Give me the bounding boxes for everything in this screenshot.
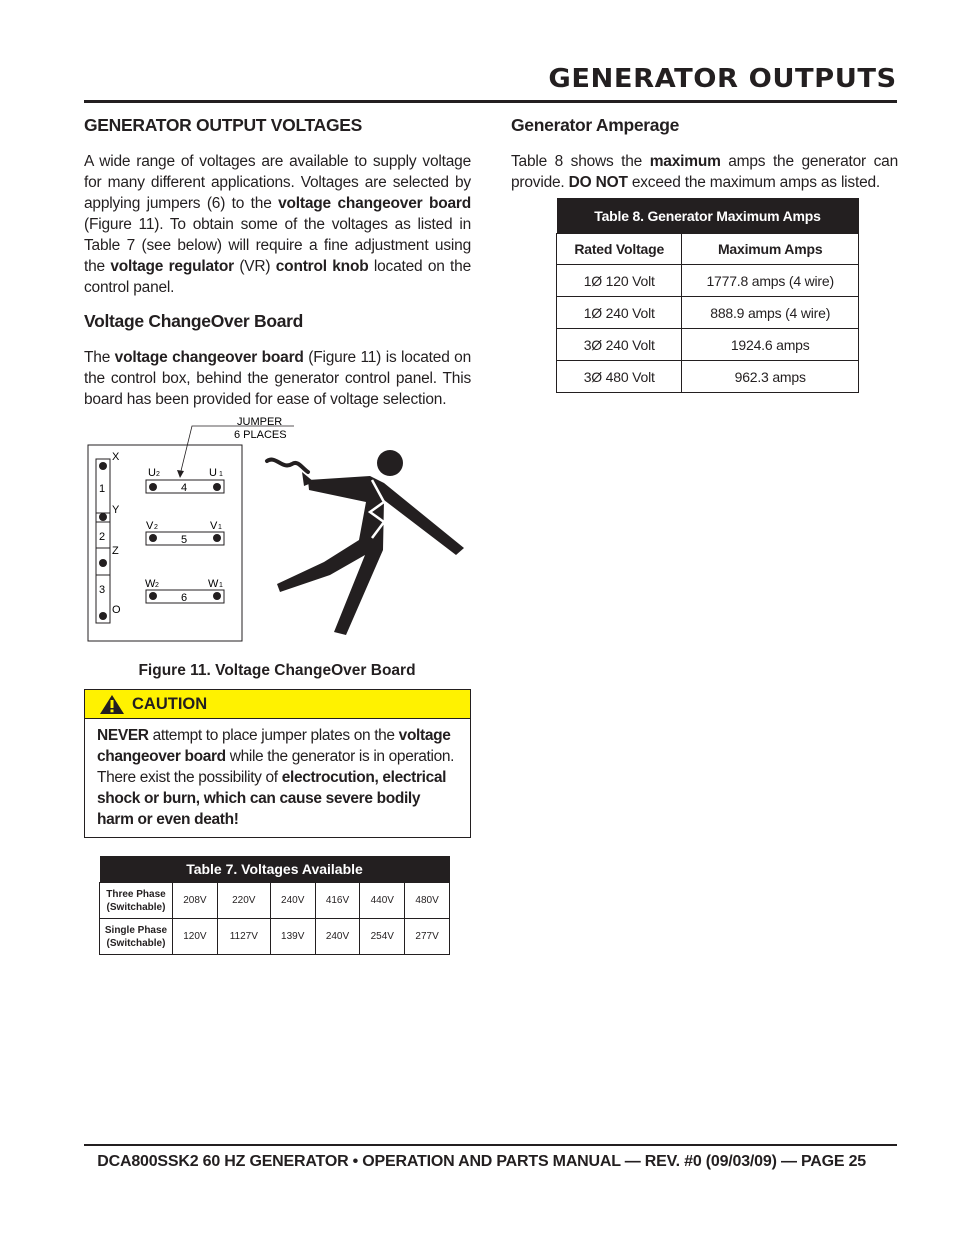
row-label: Single Phase (Switchable) — [100, 919, 173, 955]
footer-rule — [84, 1144, 897, 1146]
voltage-changeover-board-figure — [84, 410, 474, 645]
terminal-label: Z — [112, 545, 119, 557]
terminal-dot — [99, 612, 107, 620]
jumper-plate-v — [146, 520, 224, 546]
strip-number: 2 — [99, 531, 106, 543]
jumper-arrowhead — [177, 470, 184, 478]
table-cell: 1Ø 240 Volt — [557, 297, 682, 329]
svg-text:U: U — [148, 467, 156, 479]
table-row — [100, 883, 450, 919]
jumper-plate-w — [145, 578, 224, 604]
table-8-generator-maximum-amps — [556, 198, 859, 393]
table-cell: 240V — [270, 883, 315, 919]
svg-text:W: W — [145, 578, 156, 590]
table-row — [557, 329, 859, 361]
caution-box — [84, 689, 471, 838]
figure-11-caption: Figure 11. Voltage ChangeOver Board — [138, 662, 416, 679]
table-cell: 220V — [217, 883, 270, 919]
strip-number: 1 — [99, 483, 106, 495]
subheading-changeover-board: Voltage ChangeOver Board — [84, 311, 304, 331]
svg-text:4: 4 — [181, 482, 188, 494]
table-cell: 277V — [405, 919, 450, 955]
svg-text:V: V — [146, 520, 154, 532]
table-cell: 1924.6 amps — [682, 329, 859, 361]
table-cell: 480V — [405, 883, 450, 919]
table-row — [557, 265, 859, 297]
caution-message: NEVER attempt to place jumper plates on the voltage changeover board while the generator is in operation. There exist the possibility of electrocution, electrical shock or burn, which can cause severe bodily harm or even death! — [97, 727, 455, 828]
amperage-paragraph: Table 8 shows the maximum amps the generator can provide. DO NOT exceed the maximum amps as listed. — [511, 153, 898, 191]
terminal-dot — [99, 462, 107, 470]
table-cell: 888.9 amps (4 wire) — [682, 297, 859, 329]
table-7-caption: Table 7. Voltages Available — [100, 856, 450, 883]
terminal-dot — [99, 559, 107, 567]
svg-text:1: 1 — [219, 471, 223, 478]
table-cell: 139V — [270, 919, 315, 955]
jumper-label-line1: JUMPER — [237, 416, 283, 428]
row-label: Three Phase (Switchable) — [100, 883, 173, 919]
page-footer: DCA800SSK2 60 HZ GENERATOR • OPERATION AND PARTS MANUAL — REV. #0 (09/03/09) — PAGE 25 — [97, 1153, 866, 1170]
electrocution-hazard-icon — [267, 450, 464, 635]
svg-text:2: 2 — [156, 471, 160, 478]
svg-text:1: 1 — [219, 582, 223, 589]
warning-triangle-icon — [99, 694, 125, 715]
table-row — [557, 361, 859, 393]
svg-text:U: U — [209, 467, 217, 479]
caution-header — [85, 690, 470, 719]
section-heading-output-voltages: GENERATOR OUTPUT VOLTAGES — [84, 115, 363, 135]
table-cell: 1127V — [217, 919, 270, 955]
table-row — [557, 297, 859, 329]
terminal-label: O — [112, 604, 121, 616]
svg-text:2: 2 — [154, 524, 158, 531]
svg-text:5: 5 — [181, 534, 188, 546]
section-heading-amperage: Generator Amperage — [511, 115, 680, 135]
table-cell: 1Ø 120 Volt — [557, 265, 682, 297]
table-cell: 962.3 amps — [682, 361, 859, 393]
table-cell: 254V — [360, 919, 405, 955]
jumper-plate-u — [146, 467, 224, 494]
table-7-voltages-available — [99, 856, 450, 955]
terminal-label: Y — [112, 504, 120, 516]
svg-text:V: V — [210, 520, 218, 532]
terminal-dot — [99, 513, 107, 521]
svg-text:2: 2 — [155, 582, 159, 589]
column-header-maximum-amps: Maximum Amps — [682, 234, 859, 265]
table-cell: 1777.8 amps (4 wire) — [682, 265, 859, 297]
page-title: GENERATOR OUTPUTS — [548, 64, 897, 94]
column-header-rated-voltage: Rated Voltage — [557, 234, 682, 265]
strip-number: 3 — [99, 584, 106, 596]
svg-text:6: 6 — [181, 592, 188, 604]
svg-text:W: W — [208, 578, 219, 590]
table-cell: 416V — [315, 883, 360, 919]
table-cell: 3Ø 480 Volt — [557, 361, 682, 393]
table-cell: 440V — [360, 883, 405, 919]
jumper-label-line2: 6 PLACES — [234, 429, 287, 441]
table-cell: 120V — [173, 919, 218, 955]
caution-label: CAUTION — [132, 695, 208, 713]
output-voltages-paragraph: A wide range of voltages are available to supply voltage for many different applications. Voltages are selected by applying jumpers (6) to the voltage changeover board (Figure 11). To obtain some of the voltages as listed in Table 7 (see below) will require a fine adjustment using the voltage regulator (VR) control knob located on the control panel. — [84, 153, 472, 296]
changeover-board-paragraph: The voltage changeover board (Figure 11) is located on the control box, behind the generator control panel. This board has been provided for ease of voltage selection. — [84, 349, 472, 408]
svg-text:1: 1 — [218, 524, 222, 531]
table-cell: 208V — [173, 883, 218, 919]
table-cell: 240V — [315, 919, 360, 955]
table-row — [100, 919, 450, 955]
table-8-caption: Table 8. Generator Maximum Amps — [557, 198, 859, 234]
table-cell: 3Ø 240 Volt — [557, 329, 682, 361]
header-rule — [84, 100, 897, 103]
terminal-label: X — [112, 451, 120, 463]
